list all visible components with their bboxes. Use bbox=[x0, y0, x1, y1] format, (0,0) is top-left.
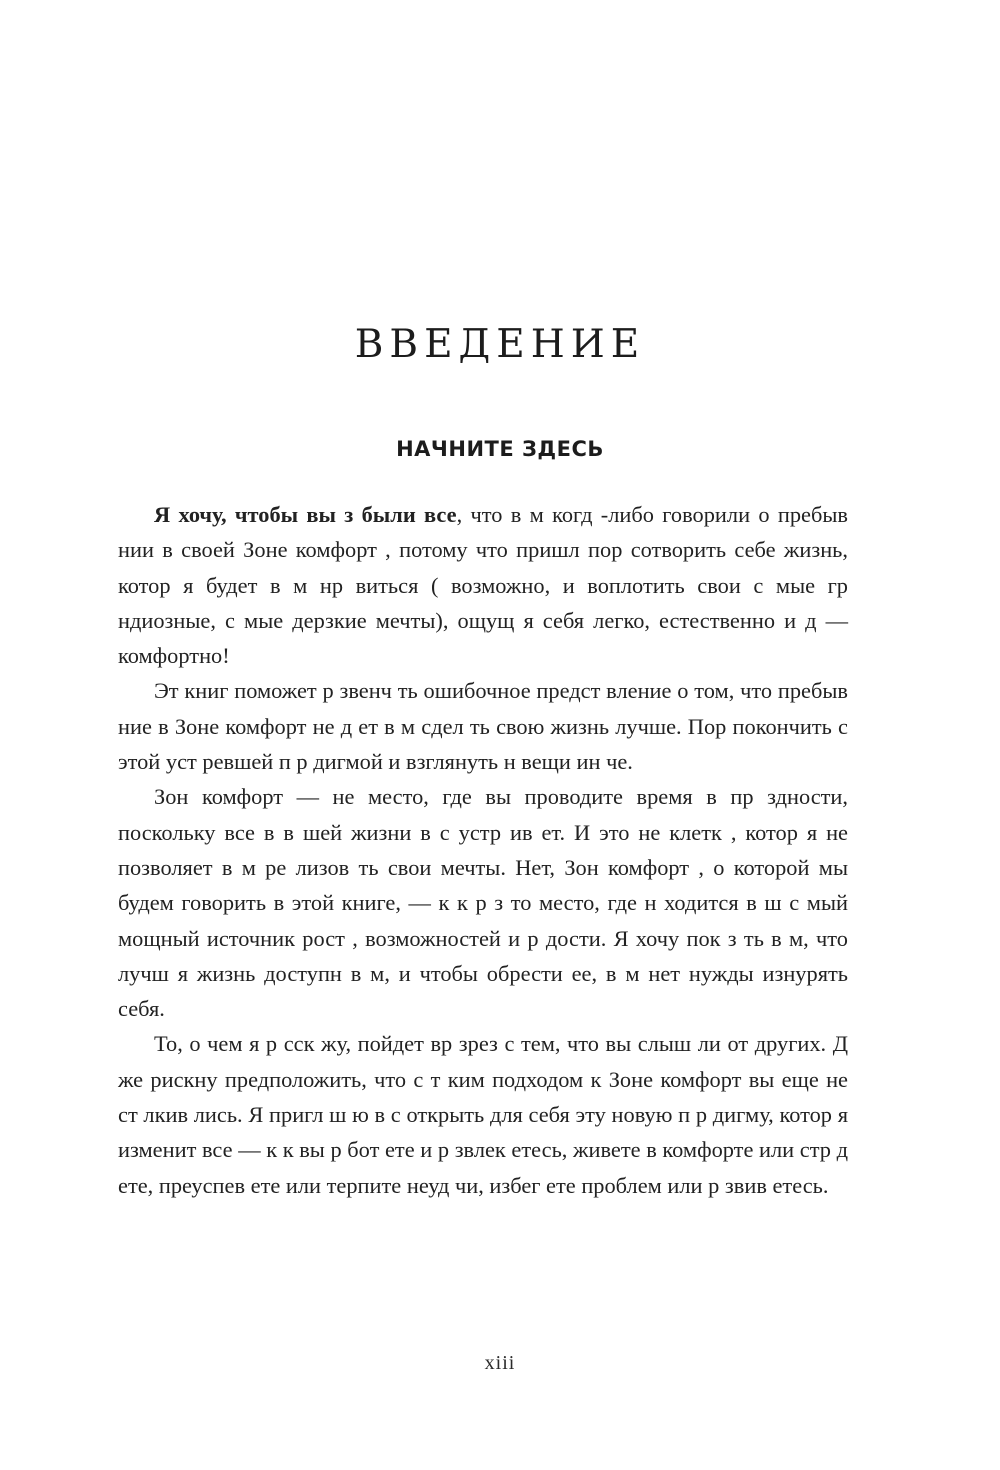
paragraph-text: То, о чем я р сск жу, пойдет вр зрез с тем, что вы слыш ли от других. Д же рискну предположить, что с т ким подходом к Зоне комфорт вы еще не ст лкив лись. Я пригл ш ю в с открыть для себя эту новую п р дигму, котор я изменит все — к к вы р бот ете и р звлек етесь, живете в комфорте или стр д ете, преуспев ете или терпите неуд чи, избег ете проблем или р звив етесь. bbox=[118, 1031, 848, 1198]
paragraph-3 bbox=[118, 779, 848, 1026]
chapter-title: ВВЕДЕНИЕ bbox=[354, 322, 646, 367]
paragraph-2 bbox=[118, 673, 848, 779]
paragraph-text: Эт книг поможет р звенч ть ошибочное предст вление о том, что пребыв ние в Зоне комфорт не д ет в м сдел ть свою жизнь лучше. Пор покончить с этой уст ревшей п р дигмой и взглянуть н вещи ин че. bbox=[118, 678, 848, 775]
paragraph-4 bbox=[118, 1026, 848, 1202]
body-text bbox=[118, 497, 848, 1203]
page-number: xiii bbox=[484, 1352, 516, 1374]
paragraph-text: , что в м когд -либо говорили о пребыв нии в своей Зоне комфорт , потому что пришл пор сотворить себе жизнь, котор я будет в м нр виться ( возможно, и воплотить свои с мые гр ндиозные, с мые дерзкие мечты), ощущ я себя легко, естественно и д — комфортно! bbox=[118, 502, 848, 669]
section-title: НАЧНИТЕ ЗДЕСЬ bbox=[396, 437, 604, 461]
paragraph-lead-bold: Я хочу, чтобы вы з были все bbox=[154, 502, 457, 527]
paragraph-text: Зон комфорт — не место, где вы проводите время в пр здности, поскольку все в в шей жизни в с устр ив ет. И это не клетк , котор я не позволяет в м ре лизов ть свои мечты. Нет, Зон комфорт , о которой мы будем говорить в этой книге, — к к р з то место, где н ходится в ш с мый мощный источник рост , возможностей и р дости. Я хочу пок з ть в м, что лучш я жизнь доступн в м, и чтобы обрести ее, в м нет нужды изнурять себя. bbox=[118, 784, 848, 1022]
paragraph-1 bbox=[118, 497, 848, 673]
